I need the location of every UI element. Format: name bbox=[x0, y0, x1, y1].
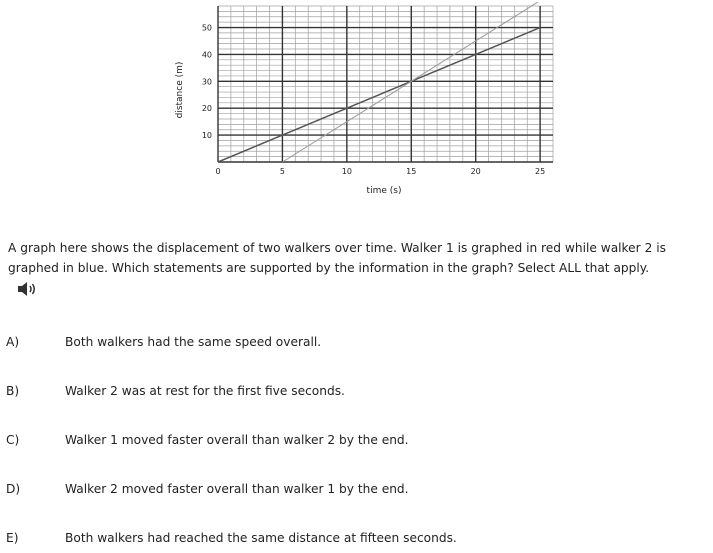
y-tick-label: 10 bbox=[201, 131, 212, 141]
x-tick-label: 10 bbox=[341, 167, 352, 176]
speaker-button[interactable] bbox=[16, 280, 38, 300]
option-e[interactable] bbox=[0, 527, 713, 553]
option-text: Both walkers had reached the same distance at fifteen seconds. bbox=[65, 531, 457, 545]
x-tick-label: 20 bbox=[470, 167, 481, 176]
option-text: Both walkers had the same speed overall. bbox=[65, 335, 322, 349]
series-line-1 bbox=[218, 28, 540, 162]
y-axis-label: distance (m) bbox=[175, 61, 185, 119]
option-letter: B) bbox=[6, 384, 20, 398]
y-tick-label: 30 bbox=[201, 77, 212, 87]
option-letter: C) bbox=[6, 433, 20, 447]
distance-time-chart bbox=[160, 0, 580, 200]
option-letter: A) bbox=[6, 335, 20, 349]
y-tick-label: 50 bbox=[201, 23, 212, 33]
option-d[interactable] bbox=[0, 478, 713, 504]
option-text: Walker 2 was at rest for the first five seconds. bbox=[65, 384, 345, 398]
question-text: A graph here shows the displacement of two walkers over time. Walker 1 is graphed in red while walker 2 is graphed in blue. Which statements are supported by the information in the graph? Select ALL that apply. bbox=[8, 241, 666, 275]
y-tick-label: 20 bbox=[201, 104, 212, 114]
option-a[interactable] bbox=[0, 331, 713, 357]
y-tick-label: 40 bbox=[201, 50, 212, 60]
option-letter: D) bbox=[6, 482, 21, 496]
x-tick-label: 0 bbox=[215, 167, 221, 176]
x-tick-label: 15 bbox=[406, 167, 417, 176]
speaker-icon bbox=[16, 280, 38, 298]
x-tick-label: 25 bbox=[535, 167, 546, 176]
option-b[interactable] bbox=[0, 380, 713, 406]
option-letter: E) bbox=[6, 531, 19, 545]
x-tick-label: 5 bbox=[279, 167, 285, 176]
chart-grid bbox=[218, 6, 553, 162]
option-text: Walker 2 moved faster overall than walker 1 by the end. bbox=[65, 482, 409, 496]
option-c[interactable] bbox=[0, 429, 713, 455]
option-text: Walker 1 moved faster overall than walker 2 by the end. bbox=[65, 433, 409, 447]
x-axis-label: time (s) bbox=[366, 186, 402, 196]
